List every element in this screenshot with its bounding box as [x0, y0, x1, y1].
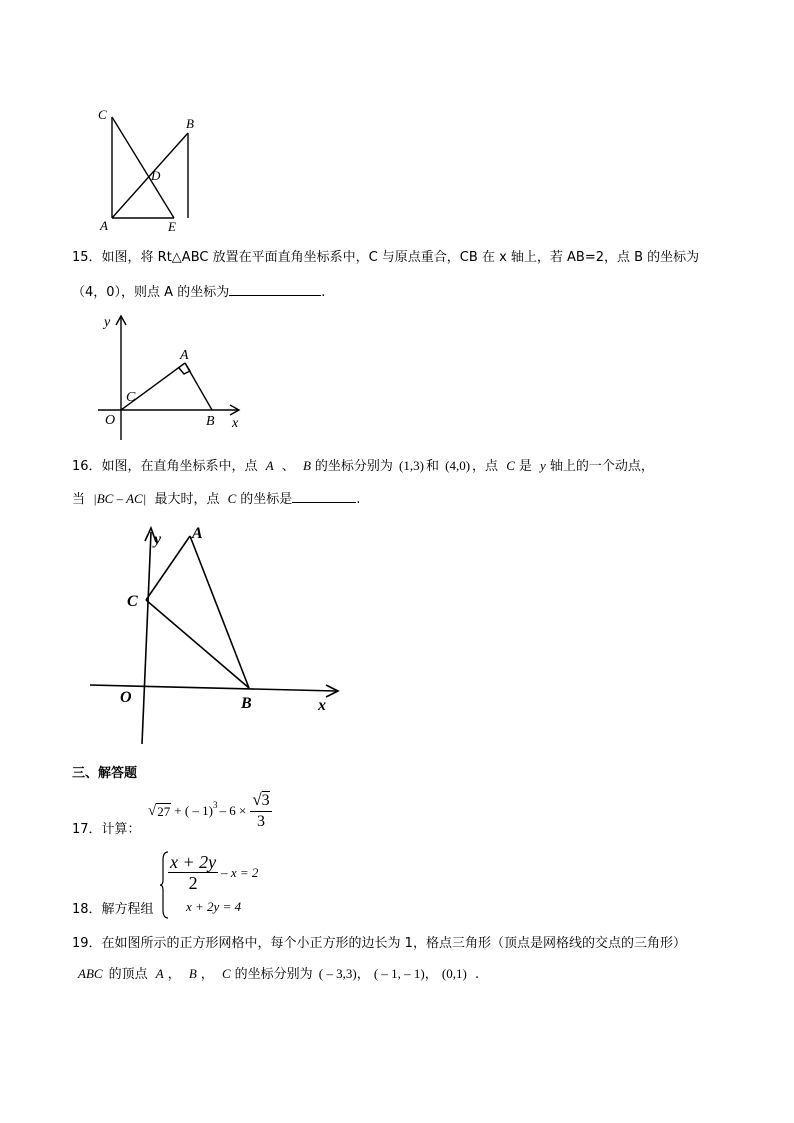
label-a: A	[100, 218, 108, 233]
figure-q14	[90, 100, 210, 235]
answer-blank-q16[interactable]	[292, 488, 356, 503]
q19-triangle: ABC	[78, 966, 103, 981]
q15-line2	[72, 281, 325, 302]
q19-comma-3: ，	[356, 967, 370, 982]
q19-mid: 的坐标分别为	[234, 967, 313, 982]
q16-sep: 、	[281, 459, 295, 474]
q18-eq1	[168, 852, 258, 893]
q18-eq2: x + 2y = 4	[186, 899, 242, 914]
q16-point-c: C	[506, 458, 515, 473]
y-axis	[142, 532, 151, 744]
label-o: O	[105, 413, 116, 428]
q19-text-1: 19．在如图所示的正方形网格中，每个小正方形的边长为 1，格点三角形（顶点是网格线的交点的三角形）	[72, 936, 686, 951]
label-c: C	[98, 107, 107, 122]
q16-text-2: 最大时，点	[154, 492, 220, 507]
q19-point-b: B	[188, 966, 197, 981]
segment-ab	[190, 536, 249, 688]
figure-q15	[94, 310, 254, 445]
q16-coord-a: (1,3)	[399, 458, 424, 473]
q17-tail: – 6 ×	[219, 803, 247, 818]
section-title: 三、解答题	[72, 766, 138, 781]
label-a: A	[192, 525, 203, 542]
q17-radicand: 27	[157, 803, 171, 819]
q16-dang: 当	[72, 492, 86, 507]
label-b: B	[241, 695, 252, 712]
q16-axis-y: y	[540, 458, 546, 473]
q19-comma-2: ，	[200, 967, 214, 982]
q16-point-c2: C	[227, 491, 237, 506]
segment-ab	[112, 133, 188, 218]
label-y: y	[104, 315, 111, 330]
q19-point-a: A	[155, 966, 164, 981]
label-x: x	[232, 416, 239, 431]
label-o: O	[120, 689, 132, 706]
q18-eq1-tail: – x = 2	[221, 864, 259, 880]
q19-line1	[72, 935, 686, 953]
q18-eq1-num: x + 2y	[170, 852, 217, 872]
q16-coord-b: (4,0)	[445, 458, 471, 473]
q15-text-1: 15．如图，将 Rt△ABC 放置在平面直角坐标系中，C 与原点重合，CB 在 x 轴上，若 AB=2，点 B 的坐标为	[72, 250, 700, 265]
q16-tail: 轴上的一个动点，	[549, 459, 654, 474]
q19-line2	[78, 965, 479, 984]
label-y: y	[154, 531, 162, 548]
q17-frac-den: 3	[257, 813, 265, 830]
q18-eq1-den: 2	[188, 873, 198, 893]
q19-coord-b: ( – 1, – 1)	[373, 966, 425, 981]
sqrt-sign: √	[148, 802, 157, 819]
label-c: C	[126, 390, 136, 405]
q18-eq1-fraction	[168, 852, 218, 893]
q17-frac-num-radicand: 3	[261, 792, 270, 809]
segment-ca	[146, 536, 190, 600]
q17-expression	[148, 790, 272, 832]
q19-comma-1: ，	[167, 967, 181, 982]
q19-period: .	[474, 967, 480, 982]
figure-q16	[86, 518, 356, 750]
segment-ce	[112, 117, 174, 218]
q17-label: 17．计算：	[72, 822, 141, 837]
q16-text-3: 的坐标是	[240, 492, 293, 507]
label-a: A	[180, 348, 189, 363]
label-d: D	[151, 168, 161, 183]
q17-mid: + ( – 1)	[174, 803, 213, 818]
segment-cb	[146, 600, 249, 688]
q16-shi: 是	[518, 459, 532, 474]
q17-frac-num: √3	[250, 790, 271, 812]
label-x: x	[318, 697, 326, 714]
q19-comma-4: ，	[424, 967, 438, 982]
q16-he: 和	[425, 459, 439, 474]
label-b: B	[206, 414, 215, 429]
q16-point-b: B	[302, 458, 311, 473]
q16-line1	[72, 457, 654, 476]
q18-label: 18．解方程组	[72, 902, 154, 917]
q16-text-1: 16．如图，在直角坐标系中，点	[72, 459, 258, 474]
q16-dian: ，点	[472, 459, 499, 474]
q16-text-mid: 的坐标分别为	[314, 459, 393, 474]
answer-blank-q15[interactable]	[229, 281, 321, 296]
q16-point-a: A	[265, 458, 274, 473]
q16-expression: |BC – AC|	[93, 491, 147, 506]
label-e: E	[168, 219, 176, 234]
label-c: C	[127, 593, 138, 610]
q17-exponent: 3	[212, 800, 218, 810]
q19-dingdian: 的顶点	[108, 967, 148, 982]
q19-point-c: C	[221, 966, 231, 981]
q18-system	[160, 850, 300, 920]
q17-fraction	[250, 790, 271, 832]
q19-coord-c: (0,1)	[441, 966, 467, 981]
q16-period: .	[356, 492, 361, 507]
q15-period: .	[321, 285, 326, 300]
right-angle-mark	[179, 363, 190, 374]
label-b: B	[186, 116, 194, 131]
q19-coord-a: ( – 3,3)	[318, 966, 357, 981]
q15-text-2: （4，0），则点 A 的坐标为	[72, 285, 230, 300]
q16-line2	[72, 488, 360, 509]
q15-line1	[72, 249, 699, 267]
